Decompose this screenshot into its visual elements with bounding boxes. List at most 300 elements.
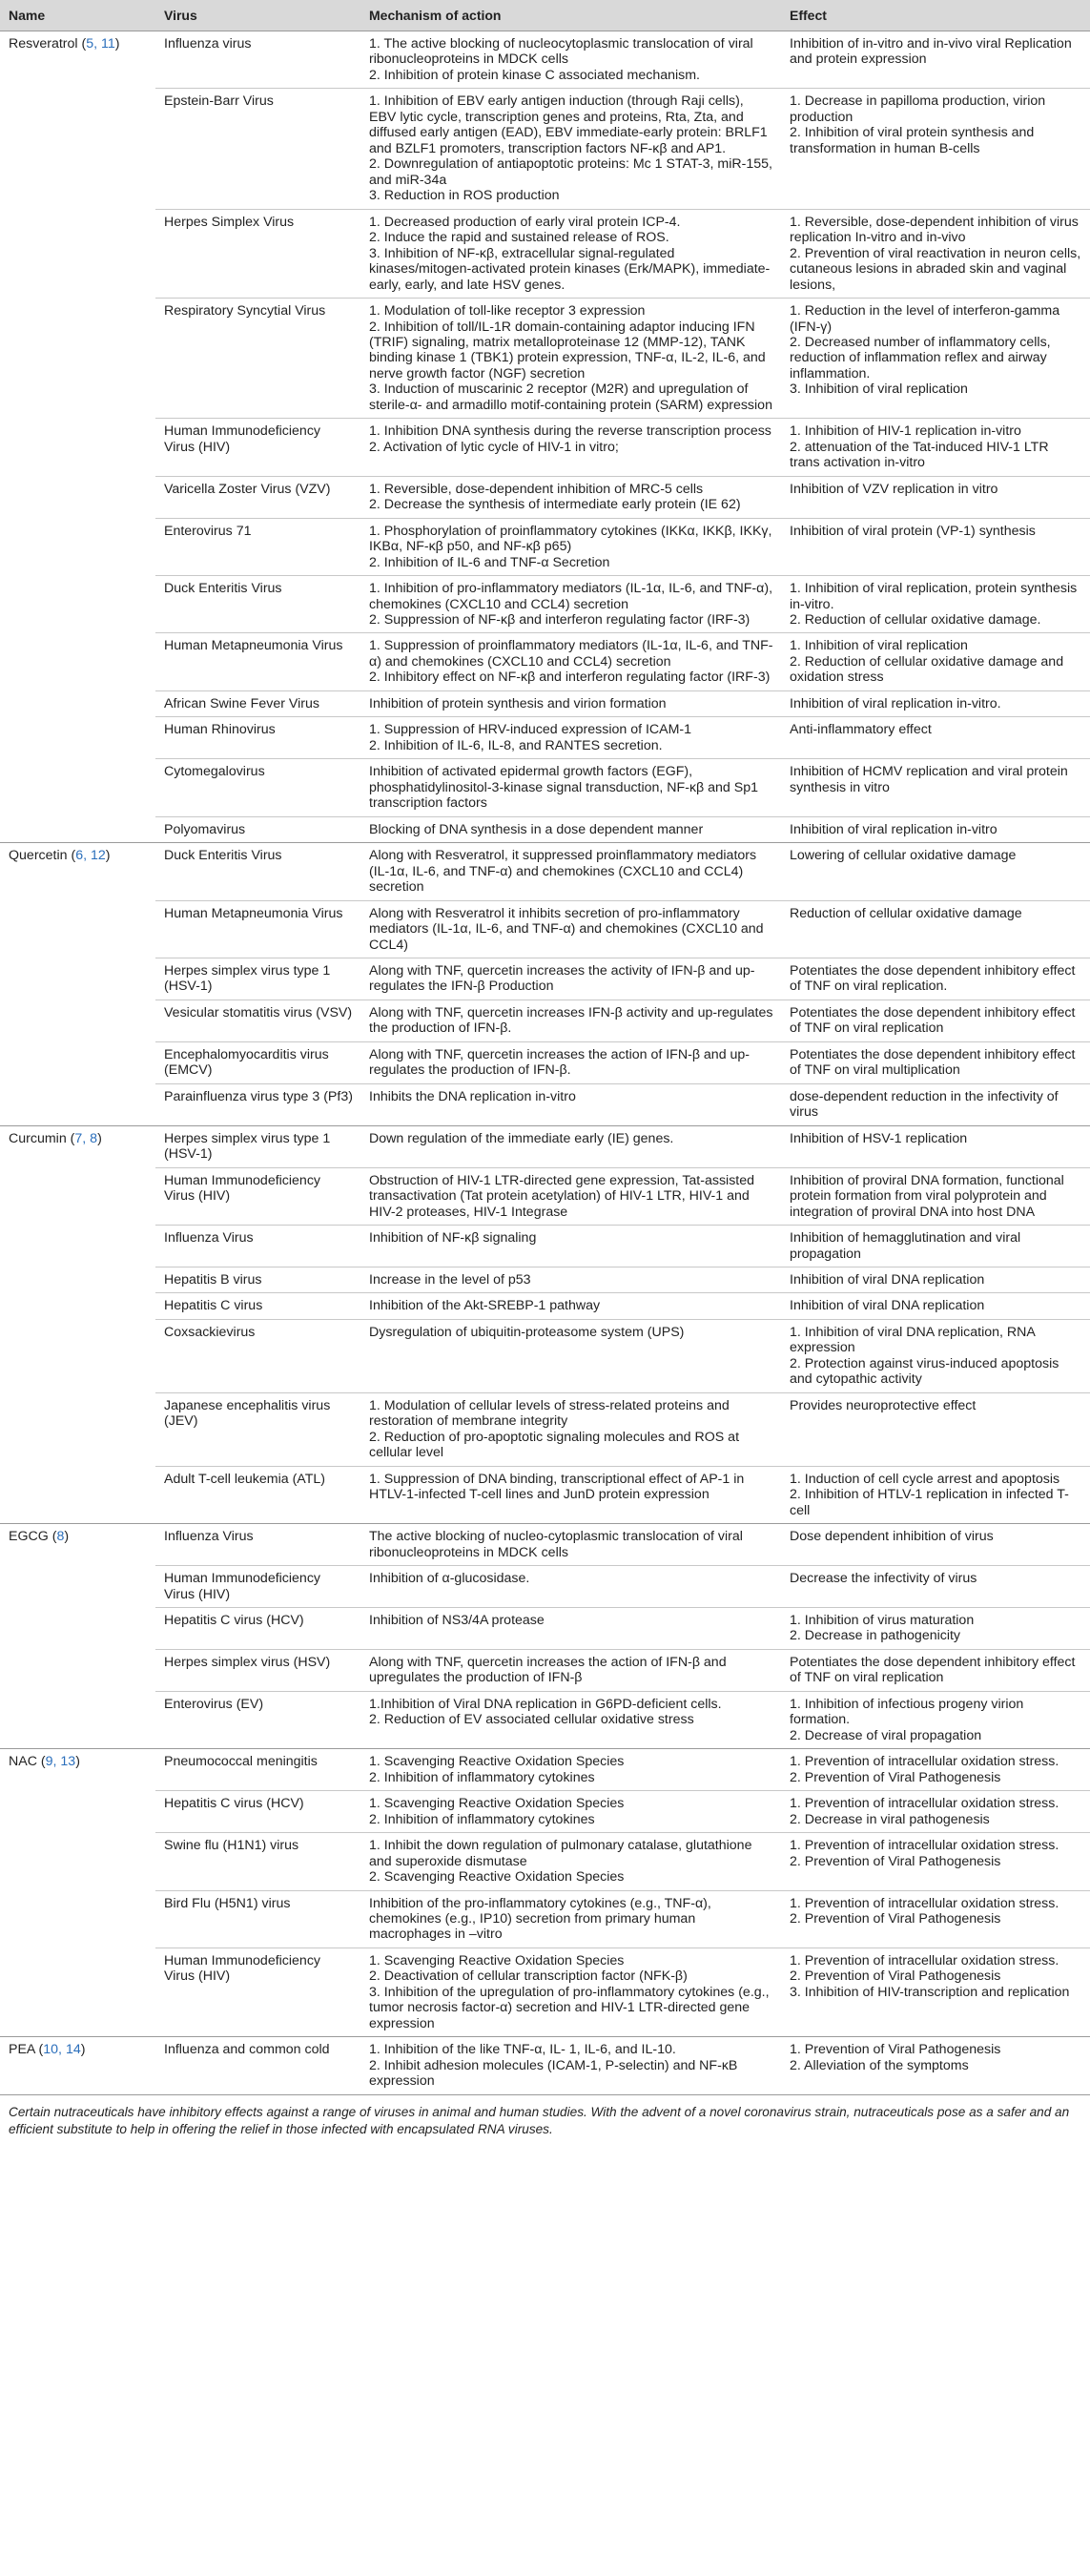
virus-cell: Japanese encephalitis virus (JEV) [155,1392,360,1466]
mechanism-line: 2. Downregulation of antiapoptotic proteins: Mc 1 STAT-3, miR-155, and miR-34a [369,156,772,188]
effect-cell [781,1167,1090,1225]
virus-cell: Hepatitis C virus [155,1293,360,1319]
mechanism-line: 2. Activation of lytic cycle of HIV-1 in vitro; [369,439,619,455]
table-row [0,1947,1090,2036]
table-row [0,816,1090,842]
table-caption: Certain nutraceuticals have inhibitory effects against a range of viruses in animal and human studies. With the advent of a novel coronavirus strain, nutraceuticals pose as a safer and an efficient substitute to help in offering the relief in those infected with encapsulated RNA viruses. [0,2094,1090,2144]
effect-line: 2. Decrease of viral propagation [790,1727,982,1743]
virus-cell: Pneumococcal meningitis [155,1749,360,1791]
mechanism-line: 1. Inhibition of EBV early antigen induction (through Raji cells), EBV lytic cycle, transcription genes and proteins, Rta, Zta, and diffused early antigen (EAD), EBV immediate-early protein: BRLF1 and BZLF1 promoters, transcription factors NF-κβ and AP1. [369,93,768,156]
mechanism-cell [360,209,781,298]
effect-line: 1. Prevention of Viral Pathogenesis [790,2042,1001,2058]
effect-cell [781,759,1090,816]
mechanism-line: 1. Decreased production of early viral protein ICP-4. [369,214,681,230]
table-row [0,1125,1090,1167]
table-body [0,31,1090,2094]
table-row [0,1524,1090,1566]
effect-line: 1. Prevention of intracellular oxidation stress. [790,1895,1059,1911]
mechanism-line: Along with Resveratrol, it suppressed proinflammatory mediators (IL-1α, IL-6, and TNF-α) and chemokines (CXCL10 and CCL4) secretion [369,848,757,896]
compound-name-cell [0,690,155,716]
mechanism-line: Inhibition of α-glucosidase. [369,1571,530,1587]
effect-cell [781,89,1090,209]
virus-cell: Herpes simplex virus (HSV) [155,1649,360,1691]
table-row [0,1319,1090,1392]
table-row [0,1649,1090,1691]
effect-line: Decrease the infectivity of virus [790,1571,977,1587]
reference-link[interactable]: 8 [56,1529,65,1545]
effect-cell [781,1319,1090,1392]
compound-name-cell [0,1649,155,1691]
effect-cell [781,1890,1090,1947]
virus-cell: Parainfluenza virus type 3 (Pf3) [155,1083,360,1125]
mechanism-line: 1. Phosphorylation of proinflammatory cytokines (IKKα, IKKβ, IKKγ, IKBα, NF-κβ p50, and NF-κβ p65) [369,523,772,555]
effect-cell [781,419,1090,476]
mechanism-line: 1. Suppression of DNA binding, transcriptional effect of AP-1 in HTLV-1-infected T-cell lines and JunD protein expression [369,1471,745,1503]
table-row [0,1791,1090,1833]
mechanism-line: Inhibition of NS3/4A protease [369,1612,545,1628]
virus-cell: Human Immunodeficiency Virus (HIV) [155,1947,360,2036]
effect-line: 2. Reduction of cellular oxidative damage and oxidation stress [790,653,1064,686]
effect-cell [781,209,1090,298]
table-row [0,1083,1090,1125]
effect-cell [781,1125,1090,1167]
mechanism-line: 1. The active blocking of nucleocytoplasmic translocation of viral ribonucleoproteins in MDCK cells [369,36,753,68]
compound-name-cell: EGCG (8) [0,1524,155,1566]
mechanism-line: 1. Inhibition of the like TNF-α, IL- 1, IL-6, and IL-10. [369,2042,676,2058]
mechanism-cell [360,999,781,1041]
effect-line: 1. Reversible, dose-dependent inhibition of virus replication In-vitro and in-vivo [790,214,1079,246]
virus-cell: Duck Enteritis Virus [155,576,360,633]
compound-name: Curcumin [9,1130,67,1146]
mechanism-cell [360,1083,781,1125]
virus-cell: Adult T-cell leukemia (ATL) [155,1466,360,1523]
virus-cell: Influenza Virus [155,1524,360,1566]
effect-line: Inhibition of viral DNA replication [790,1298,985,1314]
mechanism-line: Blocking of DNA synthesis in a dose dependent manner [369,821,704,837]
table-row [0,518,1090,575]
mechanism-cell [360,1267,781,1293]
table-row [0,299,1090,419]
mechanism-cell [360,1041,781,1083]
table-row [0,1890,1090,1947]
effect-line: 1. Inhibition of viral replication, protein synthesis in-vitro. [790,581,1078,612]
effect-cell [781,633,1090,690]
mechanism-cell [360,843,781,900]
effect-line: 2. Prevention of Viral Pathogenesis [790,1911,1001,1927]
effect-line: Potentiates the dose dependent inhibitory effect of TNF on viral replication [790,1004,1076,1037]
mechanism-cell [360,1293,781,1319]
mechanism-cell [360,1749,781,1791]
effect-line: 1. Induction of cell cycle arrest and apoptosis [790,1471,1060,1487]
effect-line: 2. Alleviation of the symptoms [790,2057,969,2073]
mechanism-cell [360,1167,781,1225]
mechanism-line: Inhibition of the Akt-SREBP-1 pathway [369,1298,601,1314]
table-row [0,1267,1090,1293]
table-row [0,1226,1090,1267]
mechanism-line: Inhibits the DNA replication in-vitro [369,1088,576,1104]
table-row [0,576,1090,633]
mechanism-line: 1. Reversible, dose-dependent inhibition of MRC-5 cells [369,481,704,497]
table-row [0,759,1090,816]
virus-cell: Human Rhinovirus [155,717,360,759]
mechanism-line: 2. Reduction of EV associated cellular oxidative stress [369,1712,694,1728]
effect-line: Inhibition of viral protein (VP-1) synthesis [790,523,1036,539]
mechanism-line: 3. Inhibition of NF-κβ, extracellular signal-regulated kinases/mitogen-activated protein kinases (Erk/MAPK), immediate-early, early, and late HSV genes. [369,245,771,293]
virus-cell: Enterovirus 71 [155,518,360,575]
virus-cell: Herpes simplex virus type 1 (HSV-1) [155,958,360,999]
effect-line: 1. Prevention of intracellular oxidation stress. [790,1754,1059,1770]
mechanism-cell [360,1833,781,1890]
compound-name-cell [0,1226,155,1267]
reference-link[interactable]: 9, 13 [45,1754,76,1770]
mechanism-line: 2. Inhibition of protein kinase C associated mechanism. [369,67,700,83]
mechanism-line: 1. Suppression of proinflammatory mediators (IL-1α, IL-6, and TNF-α) and chemokines (CXCL10 and CCL4) secretion [369,638,773,670]
virus-cell: Coxsackievirus [155,1319,360,1392]
virus-cell: Herpes Simplex Virus [155,209,360,298]
compound-name: PEA [9,2042,35,2058]
effect-line: 2. Prevention of Viral Pathogenesis [790,1769,1001,1785]
header-effect: Effect [781,0,1090,31]
effect-cell [781,1566,1090,1608]
effect-cell [781,1749,1090,1791]
virus-cell: Enterovirus (EV) [155,1691,360,1748]
table-row [0,1607,1090,1649]
mechanism-cell [360,759,781,816]
compound-name-cell [0,1083,155,1125]
compound-name-cell [0,1947,155,2036]
mechanism-cell [360,717,781,759]
reference-link[interactable]: 6, 12 [75,848,106,864]
effect-line: Inhibition of viral replication in-vitro. [790,695,1001,711]
effect-line: dose-dependent reduction in the infectivity of virus [790,1088,1059,1121]
table-row [0,31,1090,89]
mechanism-line: The active blocking of nucleo-cytoplasmic translocation of viral ribonucleoproteins in MDCK cells [369,1529,743,1560]
compound-name-cell [0,900,155,958]
mechanism-cell [360,900,781,958]
effect-line: Potentiates the dose dependent inhibitory effect of TNF on viral multiplication [790,1046,1076,1079]
effect-cell [781,1466,1090,1523]
effect-line: Inhibition of viral replication in-vitro [790,821,997,837]
effect-line: 3. Inhibition of viral replication [790,381,968,398]
compound-name-cell [0,209,155,298]
compound-name-cell [0,299,155,419]
compound-name-cell [0,633,155,690]
effect-line: Inhibition of HCMV replication and viral protein synthesis in vitro [790,764,1068,795]
table-row [0,717,1090,759]
effect-line: 2. Decrease in pathogenicity [790,1628,961,1644]
effect-line: Inhibition of proviral DNA formation, functional protein formation from viral polyprotein and integration of proviral DNA into host DNA [790,1172,1064,1220]
mechanism-line: 2. Scavenging Reactive Oxidation Species [369,1869,625,1886]
table-row [0,843,1090,900]
mechanism-cell [360,1947,781,2036]
virus-cell: Influenza virus [155,31,360,89]
compound-name-cell: NAC (9, 13) [0,1749,155,1791]
table-row [0,1566,1090,1608]
effect-line: 1. Inhibition of viral replication [790,638,968,654]
mechanism-line: Inhibition of NF-κβ signaling [369,1230,537,1247]
mechanism-line: Down regulation of the immediate early (IE) genes. [369,1130,674,1146]
mechanism-line: 2. Inhibit adhesion molecules (ICAM-1, P-selectin) and NF-κB expression [369,2057,738,2090]
effect-cell [781,1392,1090,1466]
effect-cell [781,999,1090,1041]
table-row [0,1466,1090,1523]
effect-line: Reduction of cellular oxidative damage [790,905,1022,921]
mechanism-cell [360,419,781,476]
mechanism-cell [360,2037,781,2094]
virus-cell: Hepatitis B virus [155,1267,360,1293]
effect-line: Inhibition of HSV-1 replication [790,1130,968,1146]
effect-line: Anti-inflammatory effect [790,722,932,738]
mechanism-line: Along with TNF, quercetin increases the activity of IFN-β and up-regulates the IFN-β Production [369,962,755,995]
effect-line: Inhibition of in-vitro and in-vivo viral Replication and protein expression [790,36,1072,68]
mechanism-cell [360,1649,781,1691]
effect-line: Inhibition of hemagglutination and viral propagation [790,1230,1021,1262]
effect-cell [781,1083,1090,1125]
virus-cell: Cytomegalovirus [155,759,360,816]
effect-cell [781,31,1090,89]
mechanism-line: Dysregulation of ubiquitin-proteasome system (UPS) [369,1324,685,1340]
virus-cell: Epstein-Barr Virus [155,89,360,209]
header-virus: Virus [155,0,360,31]
mechanism-line: 2. Deactivation of cellular transcription factor (NFK-β) [369,1968,688,1985]
compound-name-cell [0,958,155,999]
mechanism-line: 1. Modulation of toll-like receptor 3 expression [369,303,646,319]
compound-name-cell [0,576,155,633]
compound-name-cell: Resveratrol (5, 11) [0,31,155,89]
table-row [0,1167,1090,1225]
effect-cell [781,299,1090,419]
compound-name: NAC [9,1754,37,1770]
effect-line: 1. Inhibition of viral DNA replication, RNA expression [790,1324,1036,1356]
effect-line: 1. Decrease in papilloma production, virion production [790,93,1046,125]
effect-line: 3. Inhibition of HIV-transcription and replication [790,1984,1070,2000]
mechanism-cell [360,89,781,209]
reference-link[interactable]: 10, 14 [43,2042,81,2058]
header-mechanism: Mechanism of action [360,0,781,31]
virus-cell: Bird Flu (H5N1) virus [155,1890,360,1947]
mechanism-cell [360,1890,781,1947]
compound-name-cell [0,1167,155,1225]
effect-line: 1. Inhibition of infectious progeny virion formation. [790,1696,1024,1728]
compound-name-cell [0,1466,155,1523]
mechanism-line: Along with TNF, quercetin increases the action of IFN-β and up-regulates the production of IFN-β. [369,1046,751,1079]
effect-cell [781,1947,1090,2036]
effect-cell [781,900,1090,958]
mechanism-cell [360,1319,781,1392]
compound-name-cell: Curcumin (7, 8) [0,1125,155,1167]
mechanism-line: 1. Inhibition DNA synthesis during the reverse transcription process [369,423,771,440]
mechanism-line: 2. Induce the rapid and sustained release of ROS. [369,230,669,246]
virus-cell: Influenza Virus [155,1226,360,1267]
mechanism-line: 2. Inhibition of IL-6, IL-8, and RANTES secretion. [369,737,663,753]
table-row [0,1392,1090,1466]
mechanism-line: 2. Decrease the synthesis of intermediate early protein (IE 62) [369,497,741,513]
effect-line: Provides neuroprotective effect [790,1397,977,1413]
virus-cell: Human Metapneumonia Virus [155,633,360,690]
compound-name-cell [0,759,155,816]
header-name: Name [0,0,155,31]
effect-cell [781,1041,1090,1083]
reference-link[interactable]: 5, 11 [86,36,115,52]
compound-name-cell [0,518,155,575]
mechanism-cell [360,476,781,518]
reference-link[interactable]: 7, 8 [74,1130,98,1146]
virus-cell: Human Metapneumonia Virus [155,900,360,958]
effect-line: 1. Inhibition of HIV-1 replication in-vitro [790,423,1021,440]
compound-name-cell [0,1691,155,1748]
effect-cell [781,576,1090,633]
table-row [0,1691,1090,1748]
table-row [0,89,1090,209]
mechanism-line: Along with Resveratrol it inhibits secretion of pro-inflammatory mediators (IL-1α, IL-6, and TNF-α) and chemokines (CXCL10 and CCL4) [369,905,764,953]
table-row [0,419,1090,476]
effect-line: 1. Prevention of intracellular oxidation stress. [790,1838,1059,1854]
table-row [0,690,1090,716]
effect-cell [781,518,1090,575]
table-row [0,633,1090,690]
effect-line: Dose dependent inhibition of virus [790,1529,994,1545]
effect-cell [781,1267,1090,1293]
compound-name-cell [0,1890,155,1947]
compound-name-cell [0,1566,155,1608]
mechanism-line: Inhibition of protein synthesis and virion formation [369,695,667,711]
effect-line: 1. Reduction in the level of interferon-gamma (IFN-γ) [790,303,1060,335]
effect-line: Inhibition of VZV replication in vitro [790,481,998,497]
compound-name-cell [0,1293,155,1319]
compound-name-cell [0,476,155,518]
virus-cell: Influenza and common cold [155,2037,360,2094]
virus-cell: Swine flu (H1N1) virus [155,1833,360,1890]
mechanism-line: 3. Inhibition of the upregulation of pro-inflammatory cytokines (e.g., tumor necrosis factor-α) secretion and HIV-1 LTR-directed gene expression [369,1984,770,2031]
effect-line: 2. Decrease in viral pathogenesis [790,1811,990,1827]
mechanism-cell [360,958,781,999]
compound-name-cell [0,1041,155,1083]
mechanism-line: 3. Induction of muscarinic 2 receptor (M2R) and upregulation of sterile-α- and armadillo motif-containing protein (SARM) expression [369,381,772,413]
mechanism-line: 1. Inhibition of pro-inflammatory mediators (IL-1α, IL-6, and TNF-α), chemokines (CXCL10 and CCL4) secretion [369,581,773,612]
mechanism-line: 1. Suppression of HRV-induced expression of ICAM-1 [369,722,692,738]
effect-line: 1. Inhibition of virus maturation [790,1612,975,1628]
virus-cell: Polyomavirus [155,816,360,842]
mechanism-cell [360,1125,781,1167]
mechanism-line: 2. Inhibitory effect on NF-κβ and interferon regulating factor (IRF-3) [369,670,771,686]
mechanism-line: Inhibition of activated epidermal growth factors (EGF), phosphatidylinositol-3-kinase signal transduction, NF-κβ and Sp1 transcription factors [369,764,758,812]
compound-name-cell [0,1791,155,1833]
effect-cell [781,1833,1090,1890]
mechanism-cell [360,299,781,419]
effect-line: 2. Inhibition of HTLV-1 replication in infected T-cell [790,1487,1069,1518]
effect-line: 1. Prevention of intracellular oxidation stress. [790,1796,1059,1812]
virus-cell: Human Immunodeficiency Virus (HIV) [155,1167,360,1225]
effect-cell [781,690,1090,716]
header-row [0,0,1090,31]
mechanism-line: 2. Suppression of NF-κβ and interferon regulating factor (IRF-3) [369,612,751,628]
virus-cell: Human Immunodeficiency Virus (HIV) [155,1566,360,1608]
effect-line: Potentiates the dose dependent inhibitory effect of TNF on viral replication. [790,962,1076,995]
virus-cell: Duck Enteritis Virus [155,843,360,900]
effect-line: 2. Inhibition of viral protein synthesis and transformation in human B-cells [790,125,1035,156]
mechanism-line: 3. Reduction in ROS production [369,188,560,204]
compound-name-cell [0,89,155,209]
mechanism-cell [360,31,781,89]
effect-cell [781,1607,1090,1649]
effect-cell [781,2037,1090,2094]
effect-line: Inhibition of viral DNA replication [790,1272,985,1288]
table-row [0,209,1090,298]
effect-line: 2. Reduction of cellular oxidative damage. [790,612,1041,628]
effect-line: 2. Protection against virus-induced apoptosis and cytopathic activity [790,1355,1059,1388]
compound-name: EGCG [9,1529,49,1545]
mechanism-line: 1.Inhibition of Viral DNA replication in G6PD-deficient cells. [369,1696,722,1712]
mechanism-line: 1. Scavenging Reactive Oxidation Species [369,1952,625,1968]
compound-name-cell: Quercetin (6, 12) [0,843,155,900]
effect-cell [781,1226,1090,1267]
table-row [0,1293,1090,1319]
virus-cell: Varicella Zoster Virus (VZV) [155,476,360,518]
virus-cell: Hepatitis C virus (HCV) [155,1607,360,1649]
virus-cell: African Swine Fever Virus [155,690,360,716]
mechanism-cell [360,1524,781,1566]
effect-cell [781,1524,1090,1566]
table-row [0,476,1090,518]
effect-line: 2. attenuation of the Tat-induced HIV-1 LTR trans activation in-vitro [790,439,1049,471]
mechanism-line: Obstruction of HIV-1 LTR-directed gene expression, Tat-assisted transactivation (Tat protein acetylation) of HIV-1 LTR, HIV-1 and HIV-2 proteases, HIV-1 Integrase [369,1172,755,1220]
mechanism-cell [360,1226,781,1267]
mechanism-cell [360,1691,781,1748]
mechanism-line: 1. Modulation of cellular levels of stress-related proteins and restoration of membrane integrity [369,1397,730,1430]
effect-cell [781,958,1090,999]
table-row [0,1833,1090,1890]
mechanism-line: Along with TNF, quercetin increases IFN-β activity and up-regulates the production of IFN-β. [369,1004,773,1037]
table-row [0,1749,1090,1791]
mechanism-cell [360,1791,781,1833]
compound-name-cell [0,1319,155,1392]
virus-cell: Herpes simplex virus type 1 (HSV-1) [155,1125,360,1167]
effect-line: Potentiates the dose dependent inhibitory effect of TNF on viral replication [790,1654,1076,1686]
compound-name-cell [0,1607,155,1649]
mechanism-line: 1. Scavenging Reactive Oxidation Species [369,1796,625,1812]
virus-cell: Encephalomyocarditis virus (EMCV) [155,1041,360,1083]
mechanism-line: Along with TNF, quercetin increases the action of IFN-β and upregulates the production of IFN-β [369,1654,727,1686]
virus-cell: Respiratory Syncytial Virus [155,299,360,419]
effect-line: Lowering of cellular oxidative damage [790,848,1017,864]
virus-cell: Vesicular stomatitis virus (VSV) [155,999,360,1041]
compound-name-cell [0,1392,155,1466]
compound-name: Resveratrol [9,36,78,52]
effect-cell [781,1691,1090,1748]
effect-line: 1. Prevention of intracellular oxidation stress. [790,1952,1059,1968]
mechanism-cell [360,1392,781,1466]
table-row [0,2037,1090,2094]
mechanism-cell [360,1566,781,1608]
virus-cell: Human Immunodeficiency Virus (HIV) [155,419,360,476]
effect-cell [781,1293,1090,1319]
compound-name-cell [0,1833,155,1890]
mechanism-line: 2. Inhibition of inflammatory cytokines [369,1769,595,1785]
mechanism-line: 1. Scavenging Reactive Oxidation Species [369,1754,625,1770]
effect-cell [781,816,1090,842]
mechanism-line: 2. Inhibition of inflammatory cytokines [369,1811,595,1827]
compound-name-cell [0,419,155,476]
table-row [0,900,1090,958]
compound-name-cell [0,717,155,759]
effect-line: 2. Prevention of Viral Pathogenesis [790,1968,1001,1985]
mechanism-line: 2. Inhibition of toll/IL-1R domain-containing adaptor inducing IFN (TRIF) signaling, matrix metalloproteinase 12 (MMP-12), TANK binding kinase 1 (TBK1) protein expression, TNF-α, IL-2, IL-6, and nerve growth factor (NGF) secretion [369,319,766,381]
mechanism-cell [360,1607,781,1649]
table-row [0,999,1090,1041]
effect-line: 2. Prevention of Viral Pathogenesis [790,1853,1001,1869]
mechanism-cell [360,1466,781,1523]
mechanism-cell [360,576,781,633]
